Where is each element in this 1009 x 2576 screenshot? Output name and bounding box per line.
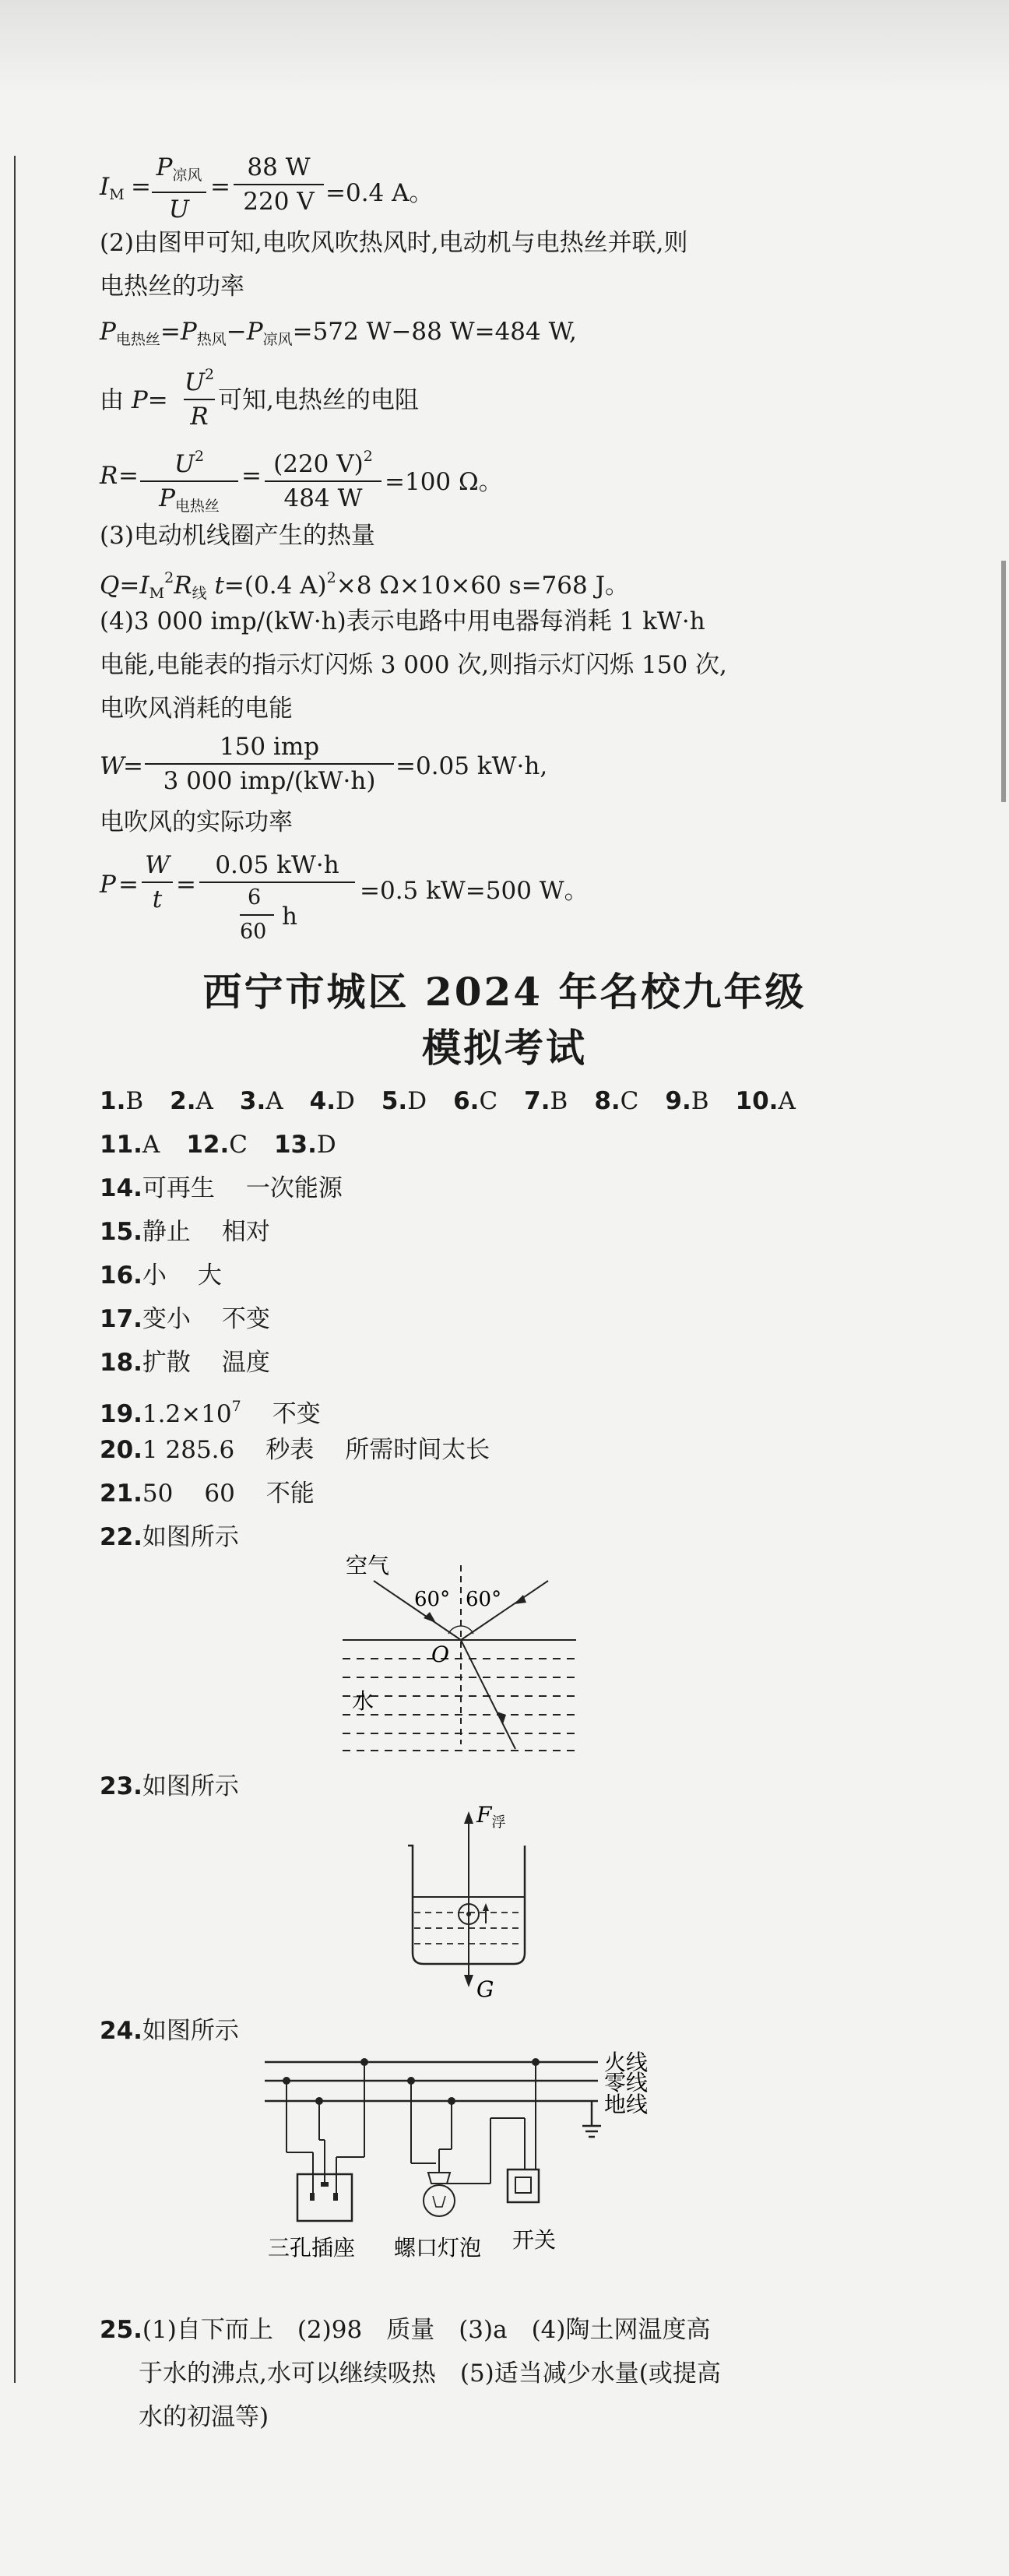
- answer-23: 23.如图所示: [100, 1772, 239, 1800]
- section-title: 西宁市城区 2024 年名校九年级: [202, 969, 807, 1015]
- answer-17: 17.变小 不变: [100, 1305, 270, 1333]
- scan-top-shading: [0, 0, 1009, 93]
- mc-answer: 5.D: [381, 1087, 427, 1115]
- live-wire-label: 火线: [604, 2050, 649, 2075]
- answer-14: 14.可再生 一次能源: [100, 1174, 343, 1202]
- text-line: 电吹风的实际功率: [100, 808, 293, 836]
- mc-answer: 2.A: [170, 1087, 213, 1115]
- buoyancy-diagram: [397, 1800, 576, 2003]
- mc-answer: 4.D: [309, 1087, 355, 1115]
- socket-label: 三孔插座: [268, 2235, 356, 2261]
- answer-21: 21.50 60 不能: [100, 1480, 315, 1508]
- page: $I_M$ = $P_{凉风}$ U = 88 W 220 V =0.4 A。 (2)由图甲可知,电吹风吹热风时,电动机与电热丝并联,则 电热丝的功率 $P_{电热丝}=P_{热风}-P_{凉风}=572$ W−88 W=484 W, 由 P= $U^2$ R 可知,电热丝的电阻 R = $U^2$ $P_{电热丝}$ = (220 V)$^2$ 484 W =100 Ω。 (3)电动机线圈产生的热量 $Q=I_M^2R_线$ t=(0.4 A)$^2$×8 Ω×10×60 s=768 J。 (4)3 000 imp/(kW·h)表示电路中用电器每消耗 1 kW·h 电能,电能表的指示灯闪烁 3 000 次,则指示灯闪烁 150 次, 电吹风消耗的电能 W = 150 imp 3 000 imp/(kW·h) =0.05 kW·h, 电吹风的实际功率 P = W t = 0.05 kW·h 6 60 h =0.5 kW=500 W。 西宁市城区 2024 年名校九年级 模拟考试 1.B 2.A 3.A 4.D 5.D 6.C 7.B 8.C 9.B 10.A 11.A 12.C 13.D 14.可再生 一次能源 15.静止 相对 16.小 大 17.变小 不变 18.扩散 温度 $19.1.2\times 10^7$ 不变 20.1 285.6 秒表 所需时间太长 21.50 60 不能 22.如图所示 空气 60° 60° O 水 23.如图所示 $F_浮$ G 24.如图所示 火线 零线 地线 三孔插座 螺口灯泡 开关 25.(1)自下而上 (2)98 质量 (3)a (4)陶土网温度高 于水的沸点,水可以继续吸热 (5)适当减少水量(或提高 水的初温等): [0, 0, 1009, 2576]
- answer-22: 22.如图所示: [100, 1523, 239, 1551]
- mc-answers-row-2: [100, 1129, 363, 1160]
- section-subtitle: 模拟考试: [422, 1025, 587, 1071]
- text-line: 电吹风消耗的电能: [100, 695, 293, 723]
- text-line: (4)3 000 imp/(kW·h)表示电路中用电器每消耗 1 kW·h: [100, 607, 705, 635]
- mc-answer: 7.B: [524, 1087, 568, 1115]
- switch-label: 开关: [512, 2227, 557, 2253]
- formula-heat: $Q=I_M^2R_线$ t=(0.4 A)$^2$×8 Ω×10×60 s=768 J。: [100, 569, 630, 602]
- gravity-label: G: [476, 1976, 494, 2002]
- ground-wire-label: 地线: [604, 2092, 649, 2117]
- answer-16: 16.小 大: [100, 1262, 222, 1290]
- mc-answer: 10.A: [735, 1087, 796, 1115]
- angle-label-1: 60°: [414, 1588, 451, 1611]
- mc-answer: 13.D: [273, 1131, 336, 1159]
- answer-25-line-1: 25.(1)自下而上 (2)98 质量 (3)a (4)陶土网温度高: [100, 2316, 711, 2344]
- refraction-diagram: [327, 1550, 576, 1768]
- text-line: (3)电动机线圈产生的热量: [100, 522, 375, 550]
- text-line: 电能,电能表的指示灯闪烁 3 000 次,则指示灯闪烁 150 次,: [100, 651, 727, 679]
- point-o-label: O: [431, 1642, 449, 1667]
- neutral-wire-label: 零线: [604, 2070, 649, 2096]
- answer-15: 15.静止 相对: [100, 1218, 270, 1246]
- mc-answer: 9.B: [665, 1087, 709, 1115]
- margin-rule: [14, 156, 16, 2383]
- mc-answer: 1.B: [100, 1087, 144, 1115]
- mc-answer: 11.A: [100, 1131, 160, 1159]
- household-circuit-diagram: [257, 2040, 677, 2274]
- buoyant-force-label: $F_浮$: [476, 1802, 506, 1831]
- text-line: (2)由图甲可知,电吹风吹热风时,电动机与电热丝并联,则: [100, 229, 688, 257]
- mc-answer: 3.A: [239, 1087, 283, 1115]
- mc-answer: 6.C: [453, 1087, 498, 1115]
- answer-25-line-3: 水的初温等): [139, 2403, 269, 2431]
- answer-24: 24.如图所示: [100, 2017, 239, 2045]
- formula-heater-power: $P_{电热丝}=P_{热风}-P_{凉风}=572$ W−88 W=484 W,: [100, 318, 577, 348]
- answer-18: 18.扩散 温度: [100, 1349, 270, 1377]
- water-label: 水: [352, 1688, 374, 1714]
- air-label: 空气: [346, 1553, 390, 1578]
- scan-edge-mark: [1001, 561, 1006, 802]
- answer-25-line-2: 于水的沸点,水可以继续吸热 (5)适当减少水量(或提高: [139, 2360, 721, 2388]
- answer-19: $19.1.2\times 10^7$ 不变: [100, 1398, 321, 1428]
- text-line: 电热丝的功率: [100, 273, 244, 301]
- answer-20: 20.1 285.6 秒表 所需时间太长: [100, 1436, 490, 1464]
- angle-label-2: 60°: [466, 1588, 502, 1611]
- mc-answer: 12.C: [186, 1131, 248, 1159]
- mc-answers-row-1: [100, 1086, 822, 1117]
- mc-answer: 8.C: [594, 1087, 639, 1115]
- bulb-label: 螺口灯泡: [394, 2235, 482, 2261]
